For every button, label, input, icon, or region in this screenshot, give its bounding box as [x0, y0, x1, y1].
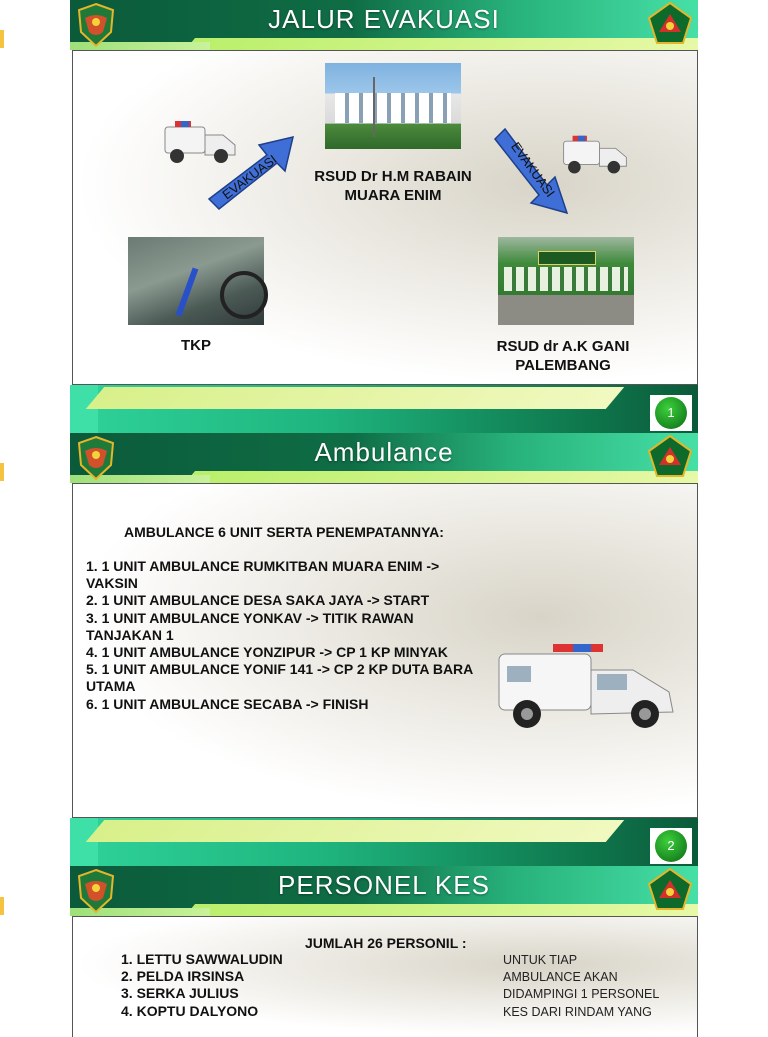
list-item: 4. KOPTU DALYONO: [121, 1002, 259, 1019]
list-item: 1. 1 UNIT AMBULANCE RUMKITBAN MUARA ENIM ->: [86, 558, 440, 574]
hospital-1-line-2: MUARA ENIM: [344, 187, 442, 204]
arrow-label: EVAKUASI: [508, 139, 558, 200]
list-item: 3. SERKA JULIUS: [121, 985, 239, 1002]
ambulance-icon: [493, 632, 683, 732]
tape-mark: [0, 30, 4, 48]
slide-2-footer: [70, 818, 698, 868]
hospital-2-line-1: RSUD dr A.K GANI: [496, 338, 630, 355]
slide-title: PERSONEL KES: [278, 870, 490, 900]
list-item: 4. 1 UNIT AMBULANCE YONZIPUR -> CP 1 KP MINYAK: [86, 644, 448, 661]
slide-1-header: [70, 0, 698, 50]
personnel-list: [121, 951, 283, 1020]
slide-title: Ambulance: [314, 437, 454, 467]
hospital-rabain-photo: [325, 63, 461, 149]
star-emblem-icon: [648, 868, 692, 910]
star-emblem-icon: [648, 435, 692, 477]
page-number-badge: [650, 395, 692, 431]
personnel-heading: JUMLAH 26 PERSONIL :: [305, 935, 467, 951]
arrow-label: EVAKUASI: [219, 151, 280, 203]
evacuation-arrow-icon: [201, 133, 301, 213]
slide-2-body: [72, 483, 698, 818]
tape-mark: [0, 463, 4, 481]
tkp-label: TKP: [181, 337, 211, 354]
accident-scene-photo: [128, 237, 264, 325]
list-item: 2. 1 UNIT AMBULANCE DESA SAKA JAYA -> START: [86, 592, 430, 609]
hospital-2-line-2: PALEMBANG: [515, 357, 611, 374]
list-item: 5. 1 UNIT AMBULANCE YONIF 141 -> CP 2 KP DUTA BARA: [86, 661, 474, 678]
list-item: 1. LETTU SAWWALUDIN: [121, 951, 283, 967]
ambulance-icon: [557, 125, 633, 177]
list-item: TANJAKAN 1: [86, 626, 174, 643]
slide-title: JALUR EVAKUASI: [268, 4, 500, 34]
page-number-badge: [650, 828, 692, 864]
slide-3-header: [70, 866, 698, 916]
page-number: 1: [655, 397, 687, 429]
hospital-1-line-1: RSUD Dr H.M RABAIN: [314, 168, 472, 185]
list-item: VAKSIN: [86, 575, 138, 592]
slide-3-body: [72, 916, 698, 1037]
list-item: UTAMA: [86, 678, 136, 695]
personnel-note: UNTUK TIAP AMBULANCE AKAN DIDAMPINGI 1 PERSONEL KES DARI RINDAM YANG: [503, 953, 660, 1019]
star-emblem-icon: [648, 2, 692, 44]
ambulance-heading: AMBULANCE 6 UNIT SERTA PENEMPATANNYA:: [124, 524, 444, 540]
ambulance-list: [86, 558, 506, 713]
list-item: 3. 1 UNIT AMBULANCE YONKAV -> TITIK RAWAN: [86, 609, 414, 626]
tape-mark: [0, 897, 4, 915]
slide-1-body: [72, 50, 698, 385]
list-item: 6. 1 UNIT AMBULANCE SECABA -> FINISH: [86, 695, 369, 712]
page-number: 2: [655, 830, 687, 862]
slide-1-footer: [70, 385, 698, 435]
list-item: 2. PELDA IRSINSA: [121, 968, 245, 985]
hospital-akgani-photo: [498, 237, 634, 325]
slide-2-header: [70, 433, 698, 483]
